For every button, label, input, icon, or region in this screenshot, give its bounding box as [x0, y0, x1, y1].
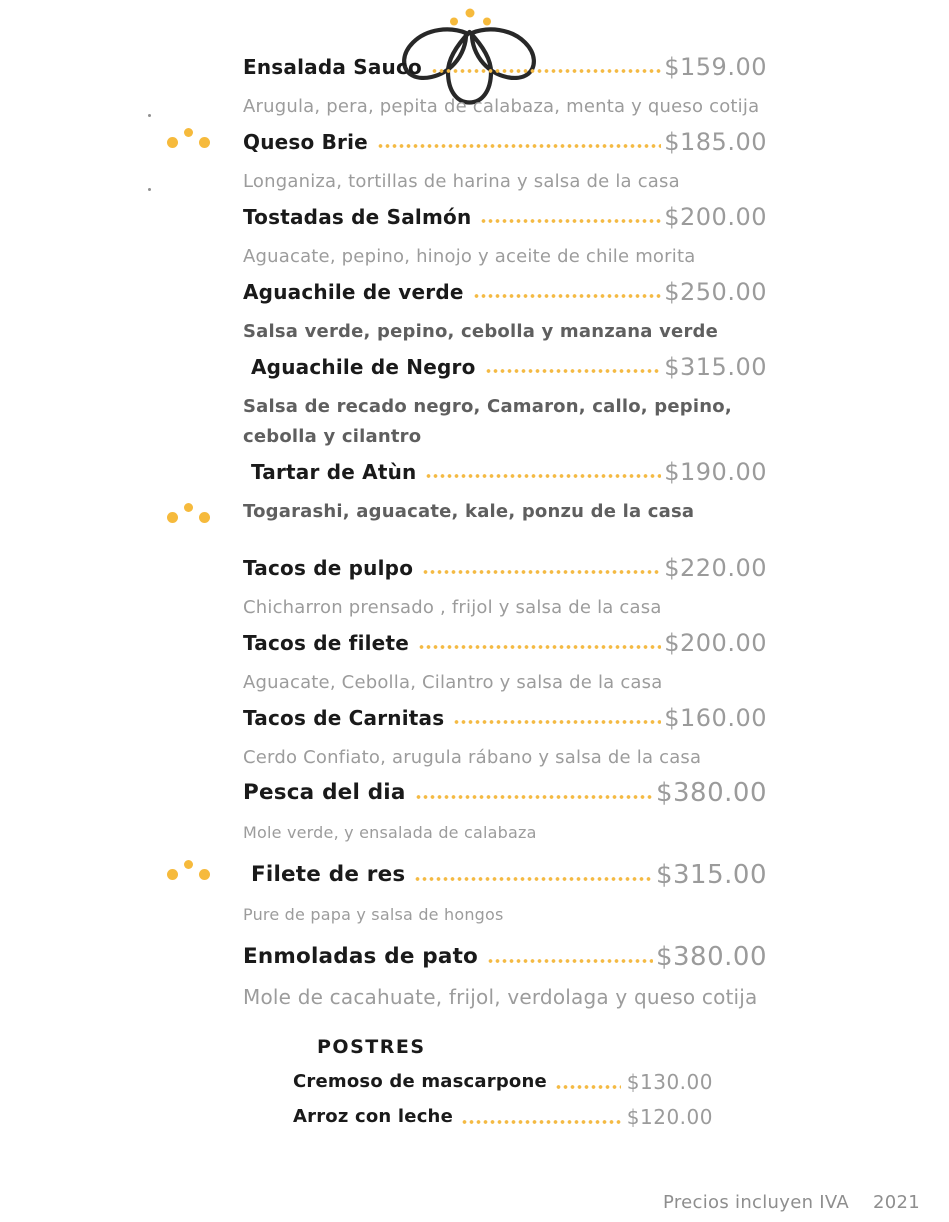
item-name: Queso Brie — [243, 130, 368, 154]
menu-item-row — [243, 52, 767, 82]
item-name: Arroz con leche — [293, 1106, 453, 1127]
item-description: Chicharron prensado , frijol y salsa de la casa — [243, 597, 662, 618]
tiny-dot — [148, 188, 151, 191]
tiny-dot — [148, 114, 151, 117]
item-name: Aguachile de Negro — [251, 355, 476, 379]
item-description: Cerdo Confiato, arugula rábano y salsa de la casa — [243, 747, 702, 768]
dotted-leader — [418, 645, 661, 649]
postres-heading: POSTRES — [317, 1036, 426, 1058]
item-price: $220.00 — [664, 554, 767, 582]
item-description: Longaniza, tortillas de harina y salsa de la casa — [243, 171, 680, 192]
menu-item-row — [243, 202, 767, 232]
item-name: Tacos de filete — [243, 631, 409, 655]
postres-item-row — [293, 1067, 713, 1097]
dotted-leader — [425, 474, 661, 478]
menu-item-row — [243, 277, 767, 307]
item-description: Togarashi, aguacate, kale, ponzu de la casa — [243, 501, 695, 522]
item-price: $120.00 — [626, 1105, 713, 1129]
menu-item-row — [243, 127, 767, 157]
item-description: Mole verde, y ensalada de calabaza — [243, 823, 537, 842]
item-price: $200.00 — [664, 203, 767, 231]
item-price: $159.00 — [664, 53, 767, 81]
dotted-leader — [422, 570, 661, 574]
footer-note: Precios incluyen IVA — [663, 1192, 849, 1213]
dotted-leader — [415, 795, 653, 799]
menu-item-row — [243, 778, 767, 808]
item-price: $380.00 — [655, 942, 767, 972]
item-name: Tacos de pulpo — [243, 556, 414, 580]
dotted-leader — [487, 959, 653, 963]
item-name: Aguachile de verde — [243, 280, 464, 304]
menu-item-row — [243, 860, 767, 890]
item-price: $160.00 — [664, 704, 767, 732]
item-name: Enmoladas de pato — [243, 944, 479, 969]
item-price: $130.00 — [626, 1070, 713, 1094]
item-price: $380.00 — [655, 778, 767, 808]
accent-dots-cluster — [167, 503, 211, 524]
item-price: $190.00 — [664, 458, 767, 486]
item-description: Aguacate, pepino, hinojo y aceite de chile morita — [243, 246, 696, 267]
logo-dots — [450, 9, 491, 26]
item-name: Pesca del dia — [243, 780, 406, 805]
item-description: Arugula, pera, pepita de calabaza, menta y queso cotija — [243, 96, 760, 117]
postres-section — [293, 1036, 713, 1137]
dotted-leader — [473, 294, 662, 298]
dotted-leader — [453, 720, 661, 724]
menu-item-row — [243, 352, 767, 382]
postres-item-row — [293, 1102, 713, 1132]
item-price: $185.00 — [664, 128, 767, 156]
item-name: Tacos de Carnitas — [243, 706, 445, 730]
menu-item-row — [243, 628, 767, 658]
menu-list — [243, 52, 767, 1017]
item-price: $250.00 — [664, 278, 767, 306]
menu-item-row — [243, 553, 767, 583]
item-description: Pure de papa y salsa de hongos — [243, 905, 504, 924]
item-name: Filete de res — [251, 862, 406, 887]
item-name: Tartar de Atùn — [251, 460, 417, 484]
dotted-leader — [431, 69, 661, 73]
menu-item-row — [243, 942, 767, 972]
menu-item-row — [243, 703, 767, 733]
item-price: $315.00 — [664, 353, 767, 381]
item-name: Cremoso de mascarpone — [293, 1071, 547, 1092]
dotted-leader — [377, 144, 661, 148]
dotted-leader — [555, 1085, 621, 1089]
footer-year: 2021 — [872, 1192, 920, 1213]
dotted-leader — [485, 369, 662, 373]
accent-dots-cluster — [167, 128, 211, 149]
item-description: Salsa verde, pepino, cebolla y manzana verde — [243, 321, 719, 342]
dotted-leader — [461, 1120, 621, 1124]
item-name: Tostadas de Salmón — [243, 205, 472, 229]
dotted-leader — [480, 219, 661, 223]
menu-item-row — [243, 457, 767, 487]
footer — [663, 1192, 920, 1213]
accent-dots-cluster — [167, 860, 211, 881]
item-description: Mole de cacahuate, frijol, verdolaga y queso cotija — [243, 985, 758, 1009]
item-description: Salsa de recado negro, Camaron, callo, pepino, cebolla y cilantro — [243, 396, 732, 447]
item-price: $315.00 — [655, 860, 767, 890]
item-name: Ensalada Sauco — [243, 55, 422, 79]
item-description: Aguacate, Cebolla, Cilantro y salsa de la casa — [243, 672, 663, 693]
item-price: $200.00 — [664, 629, 767, 657]
dotted-leader — [414, 877, 653, 881]
